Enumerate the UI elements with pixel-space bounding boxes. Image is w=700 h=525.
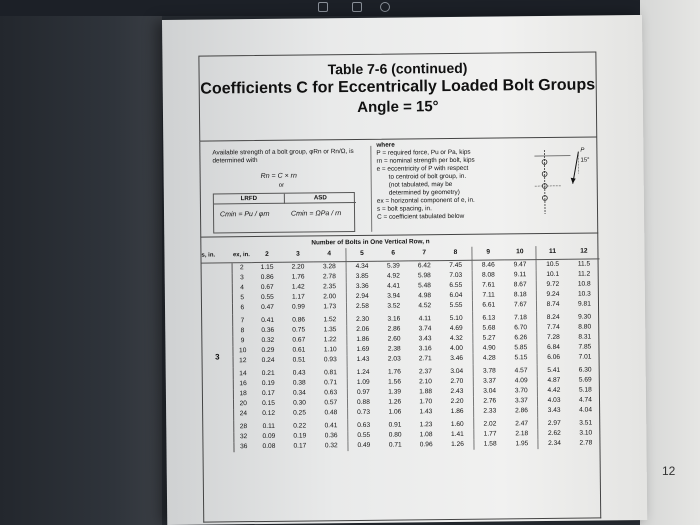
- ex-value: 18: [239, 390, 247, 398]
- coefficient-cell: 1.26: [388, 398, 402, 406]
- coefficient-cell: 5.55: [440, 301, 472, 312]
- coefficient-cell: 1.15: [260, 263, 274, 271]
- table-title: Coefficients C for Eccentrically Loaded Bolt Groups: [200, 76, 596, 98]
- coefficient-cell: 0.49: [357, 441, 371, 449]
- where-line: P = required force, Pu or Pa, kips: [376, 148, 471, 157]
- ex-value: 12: [239, 357, 247, 365]
- coefficient-cell: 0.41: [261, 316, 275, 324]
- coefficient-cell: 5.69: [578, 376, 592, 384]
- coefficient-cell: 2.20: [291, 263, 305, 271]
- coefficient-cell: 1.42: [291, 283, 305, 291]
- coefficient-cell: 1.70: [419, 398, 433, 406]
- coefficient-cell: 11.5: [577, 260, 591, 268]
- coefficient-cell: 9.24: [546, 290, 560, 299]
- page-number: 12: [662, 464, 676, 478]
- info-panel: [199, 137, 598, 237]
- where-line: to centroid of bolt group, in.: [388, 172, 467, 181]
- coefficient-cell: 6.06: [547, 354, 561, 362]
- coefficient-cell: 7.28: [546, 333, 560, 341]
- coefficient-cell: 0.34: [292, 389, 306, 397]
- ex-value: 32: [239, 432, 248, 440]
- coefficient-cell: 4.11: [418, 314, 432, 322]
- coefficient-cell: 0.30: [293, 399, 306, 407]
- coefficient-cell: 0.57: [315, 398, 347, 409]
- coefficient-cell: 0.32: [261, 336, 275, 344]
- ex-value: 8: [240, 326, 245, 334]
- coefficient-cell: 2.70: [441, 376, 473, 387]
- coefficient-cell: 1.10: [314, 345, 346, 356]
- ex-value: 16: [239, 379, 247, 387]
- strength-equation: Rn = C × rn: [260, 172, 297, 180]
- coefficient-cell: 0.73: [357, 409, 371, 417]
- coefficient-cell: 1.95: [506, 439, 538, 450]
- coefficient-cell: 2.10: [419, 377, 432, 386]
- n-header: 8: [440, 247, 472, 260]
- coefficient-cell: 5.41: [547, 366, 561, 374]
- coefficient-cell: 3.37: [506, 396, 538, 407]
- coefficient-cell: 1.22: [314, 335, 346, 346]
- coefficient-cell: 1.88: [419, 388, 433, 396]
- coefficient-cell: 2.58: [355, 303, 369, 311]
- coefficient-cell: 4.34: [355, 262, 369, 270]
- coefficient-cell: 10.5: [546, 260, 560, 268]
- coefficient-cell: 9.81: [577, 300, 591, 308]
- coefficient-cell: 2.94: [355, 292, 369, 301]
- coefficient-cell: 1.58: [483, 440, 497, 448]
- coefficient-cell: 3.43: [418, 335, 432, 343]
- background-shadow: [0, 16, 162, 525]
- coefficient-cell: 0.63: [315, 388, 347, 399]
- coefficient-cell: 0.21: [261, 369, 275, 377]
- ex-value: 9: [240, 337, 245, 345]
- ex-header: ex, in.: [231, 249, 251, 262]
- refresh-icon[interactable]: [380, 2, 390, 12]
- coefficient-cell: 1.43: [356, 356, 370, 364]
- coefficient-cell: 10.1: [546, 270, 560, 278]
- coefficient-cell: 1.73: [314, 302, 346, 313]
- coefficient-cell: 0.36: [315, 431, 347, 442]
- coefficient-cell: 2.62: [547, 429, 561, 437]
- coefficient-cell: 9.47: [504, 259, 536, 270]
- coefficient-cell: 4.69: [440, 323, 472, 334]
- coefficient-cell: 8.46: [481, 261, 495, 269]
- coefficient-cell: 0.75: [292, 326, 306, 334]
- coefficient-cell: 2.00: [314, 292, 346, 303]
- coefficient-cell: 4.00: [441, 344, 473, 355]
- where-line: ex = horizontal component of e, in.: [376, 196, 475, 205]
- asd-label: ASD: [285, 193, 356, 204]
- coefficient-cell: 5.18: [578, 386, 592, 394]
- coefficient-table-area: [200, 233, 601, 522]
- coefficient-cell: 11.2: [577, 270, 591, 278]
- coefficient-cell: 1.60: [441, 417, 473, 430]
- lrfd-label: LRFD: [214, 194, 285, 205]
- table-number: Table 7-6 (continued): [327, 59, 468, 78]
- coefficient-cell: 3.94: [387, 292, 401, 300]
- coefficient-cell: 0.09: [262, 432, 276, 440]
- or-text: or: [278, 182, 285, 189]
- coefficient-cell: 3.74: [418, 324, 432, 333]
- coefficient-cell: 0.71: [388, 441, 402, 449]
- coefficient-cell: 1.41: [442, 430, 474, 441]
- coefficient-cell: 8.74: [546, 301, 560, 309]
- diagram-angle-label: 15°: [580, 157, 590, 164]
- coefficient-cell: 4.92: [386, 272, 400, 280]
- coefficient-cell: 2.86: [387, 325, 401, 333]
- coefficient-cell: 0.38: [292, 379, 306, 387]
- coefficient-cell: 9.30: [578, 313, 592, 321]
- coefficient-cell: 3.43: [547, 407, 561, 415]
- coefficient-cell: 1.56: [388, 378, 402, 386]
- document-page: [162, 15, 647, 525]
- coefficient-cell: 1.77: [483, 430, 497, 438]
- coefficient-cell: 1.43: [419, 408, 433, 416]
- ex-value: 28: [239, 422, 248, 430]
- coefficient-cell: 9.11: [504, 270, 536, 281]
- coefficient-cell: 0.29: [261, 346, 275, 355]
- coefficient-cell: 5.15: [505, 353, 537, 364]
- n-header: 10: [504, 246, 536, 259]
- coefficient-cell: 3.36: [355, 282, 369, 290]
- coefficient-cell: 4.57: [505, 364, 537, 377]
- ex-value: 14: [239, 369, 247, 377]
- coefficient-cell: 5.85: [505, 343, 537, 354]
- coefficient-cell: 1.69: [356, 345, 370, 354]
- coefficient-cell: 0.97: [356, 388, 370, 396]
- coefficient-cell: 0.67: [260, 283, 274, 291]
- coefficient-cell: 3.10: [579, 429, 593, 437]
- coefficient-cell: 0.25: [293, 409, 307, 417]
- coefficient-cell: 2.78: [314, 272, 346, 283]
- coefficient-cell: 0.71: [315, 378, 347, 389]
- viewer-toolbar: [0, 0, 700, 16]
- coefficient-cell: 6.61: [482, 301, 496, 309]
- coefficient-cell: 1.86: [356, 335, 370, 343]
- coefficient-cell: 5.27: [482, 334, 496, 342]
- where-line: (not tabulated, may be: [388, 180, 453, 189]
- ex-value: 5: [240, 294, 245, 302]
- coefficient-cell: 6.70: [505, 323, 537, 334]
- coefficient-cell: 6.04: [440, 291, 472, 302]
- coefficient-cell: 1.52: [314, 313, 346, 326]
- coefficient-cell: 6.55: [440, 281, 472, 292]
- coefficient-cell: 0.61: [292, 346, 306, 354]
- coefficient-cell: 2.78: [579, 439, 593, 447]
- coefficient-cell: 0.36: [261, 326, 275, 334]
- coefficient-cell: 6.26: [505, 333, 537, 344]
- coefficient-cell: 0.19: [261, 379, 275, 387]
- coefficient-cell: 2.35: [314, 282, 346, 293]
- coefficient-cell: 1.26: [442, 440, 474, 451]
- coefficient-cell: 6.30: [578, 366, 592, 374]
- coefficient-cell: 7.11: [482, 291, 495, 299]
- coefficient-cell: 1.76: [291, 273, 305, 281]
- coefficient-cell: 6.13: [482, 314, 496, 322]
- coefficient-cell: 4.04: [579, 406, 593, 414]
- coefficient-cell: 8.08: [481, 271, 495, 279]
- coefficient-cell: 9.72: [546, 280, 560, 288]
- coefficient-cell: 0.15: [262, 399, 275, 408]
- coefficient-cell: 1.08: [419, 430, 433, 439]
- coefficient-cell: 3.52: [387, 302, 401, 310]
- coefficient-cell: 7.61: [482, 281, 495, 289]
- coefficient-cell: 0.88: [356, 398, 370, 407]
- bolt-group-diagram: [530, 143, 595, 228]
- coefficient-cell: 0.47: [261, 304, 274, 312]
- coefficient-cell: 2.71: [418, 355, 432, 363]
- coefficient-cell: 3.16: [387, 315, 401, 323]
- coefficient-cell: 7.03: [440, 270, 472, 281]
- coefficient-cell: 4.09: [505, 376, 537, 387]
- n-header: 9: [472, 246, 504, 259]
- coefficient-cell: 6.42: [417, 261, 431, 269]
- coefficient-cell: 2.34: [548, 439, 561, 447]
- coefficient-cell: 3.16: [418, 345, 432, 353]
- coefficient-cell: 2.37: [418, 367, 432, 375]
- ex-value: 6: [240, 304, 245, 312]
- coefficient-cell: 2.97: [547, 419, 561, 427]
- coefficient-cell: 5.48: [418, 282, 431, 290]
- coefficient-cell: 1.39: [388, 388, 402, 396]
- where-line: rn = nominal strength per bolt, kips: [376, 156, 475, 165]
- n-header: 3: [282, 248, 313, 261]
- coefficient-cell: 8.31: [578, 333, 592, 341]
- coefficient-cell: 0.91: [388, 421, 402, 429]
- coefficient-cell: 1.09: [356, 378, 370, 386]
- where-line: s = bolt spacing, in.: [376, 205, 432, 213]
- coefficient-cell: 3.04: [483, 387, 497, 395]
- coefficient-cell: 4.98: [418, 292, 432, 300]
- coefficient-cell: 4.03: [547, 396, 561, 405]
- coefficient-cell: 7.18: [505, 311, 537, 324]
- coefficient-cell: 10.3: [577, 290, 591, 298]
- coefficient-cell: 2.76: [483, 397, 497, 405]
- coefficient-cell: 2.03: [387, 355, 401, 363]
- coefficient-cell: 2.18: [506, 429, 538, 440]
- coefficient-cell: 0.99: [292, 303, 305, 311]
- coefficient-cell: 2.38: [387, 345, 401, 353]
- coefficient-cell: 2.30: [356, 315, 370, 323]
- coefficient-cell: 5.39: [386, 262, 400, 270]
- where-line: e = eccentricity of P with respect: [376, 164, 469, 173]
- coefficient-cell: 6.84: [547, 343, 560, 352]
- coefficient-cell: 0.41: [315, 419, 347, 432]
- n-header: 4: [313, 248, 345, 261]
- coefficient-cell: 0.12: [262, 410, 276, 418]
- n-header: 12: [568, 245, 599, 258]
- coefficient-cell: 4.74: [578, 396, 592, 404]
- coefficient-cell: 0.32: [315, 441, 347, 452]
- coefficient-cell: 2.20: [441, 397, 473, 408]
- coefficient-cell: 7.45: [440, 260, 472, 271]
- available-strength-text: Available strength of a bolt group, φRn or Rn/Ω, is determined with: [212, 147, 354, 165]
- ex-value: 2: [239, 263, 244, 271]
- coefficient-cell: 1.76: [388, 368, 401, 376]
- coefficient-cell: 1.17: [291, 293, 305, 301]
- coefficient-cell: 4.41: [387, 282, 401, 290]
- coefficient-cell: 2.33: [483, 407, 497, 415]
- n-header: 7: [409, 247, 440, 260]
- ex-value: 4: [240, 284, 244, 292]
- coefficient-cell: 0.55: [357, 431, 371, 439]
- coefficient-cell: 0.08: [262, 442, 276, 450]
- coefficient-cell: 1.24: [356, 368, 370, 376]
- n-header: 6: [378, 247, 409, 260]
- coefficient-cell: 3.51: [579, 419, 593, 427]
- asd-formula: Cmin = ΩPa / rn: [291, 210, 342, 218]
- coefficient-cell: 7.01: [578, 353, 592, 361]
- where-line: C = coefficient tabulated below: [377, 212, 465, 221]
- coefficient-cell: 1.23: [419, 420, 433, 428]
- lrfd-asd-box: [213, 192, 355, 233]
- table-title-box: [198, 51, 597, 141]
- where-definitions: [376, 140, 527, 222]
- coefficient-cell: 0.51: [292, 356, 306, 364]
- coefficient-cell: 2.86: [506, 406, 538, 417]
- coefficient-cell: 3.28: [313, 261, 345, 272]
- coefficient-cell: 0.96: [419, 441, 433, 449]
- coefficient-cell: 5.98: [417, 271, 431, 280]
- coefficient-cell: 8.18: [504, 290, 536, 301]
- coefficient-cell: 4.32: [441, 334, 473, 345]
- coefficient-cell: 0.93: [314, 355, 346, 366]
- coefficient-cell: 7.67: [505, 300, 537, 311]
- coefficient-cell: 8.80: [578, 323, 592, 331]
- coefficient-cell: 3.46: [441, 354, 473, 365]
- coefficient-cell: 0.17: [293, 442, 307, 450]
- coefficient-cell: 0.80: [388, 431, 402, 439]
- coefficient-cell: 2.06: [356, 325, 370, 333]
- lrfd-formula: Cmin = Pu / φrn: [220, 210, 270, 219]
- coefficient-cell: 4.52: [418, 302, 432, 310]
- diagram-p-label: P: [580, 147, 585, 154]
- toolbar-icon-a[interactable]: [318, 2, 328, 12]
- coefficient-cell: 0.43: [292, 369, 306, 377]
- coefficient-table: [201, 245, 601, 452]
- coefficient-cell: 0.63: [357, 421, 371, 429]
- coefficient-cell: 2.43: [441, 387, 473, 398]
- coefficient-cell: 2.02: [483, 420, 497, 428]
- coefficient-cell: 0.48: [315, 408, 347, 419]
- coefficient-cell: 4.42: [547, 386, 561, 394]
- n-header: 2: [251, 249, 282, 262]
- coefficient-cell: 3.78: [482, 367, 496, 375]
- coefficient-cell: 0.55: [260, 293, 274, 302]
- ex-value: 7: [240, 316, 245, 324]
- coefficient-cell: 0.24: [261, 357, 275, 365]
- coefficient-cell: 0.67: [292, 336, 306, 344]
- coefficient-cell: 0.17: [261, 389, 275, 397]
- s-header: s, in.: [201, 249, 231, 262]
- coefficient-cell: 0.86: [260, 273, 274, 281]
- coefficient-cell: 0.11: [262, 422, 275, 430]
- next-page-edge: [640, 0, 700, 525]
- coefficient-cell: 2.60: [387, 335, 401, 343]
- coefficient-cell: 2.47: [506, 417, 538, 430]
- coefficient-cell: 1.35: [314, 325, 346, 336]
- coefficient-cell: 5.10: [440, 311, 472, 324]
- info-divider: [370, 146, 372, 232]
- toolbar-icon-b[interactable]: [352, 2, 362, 12]
- n-header: 5: [346, 248, 378, 261]
- coefficient-cell: 0.86: [292, 316, 306, 324]
- where-label: where: [376, 141, 395, 149]
- table-angle: Angle = 15°: [357, 98, 439, 116]
- coefficient-cell: 0.19: [293, 432, 307, 440]
- coefficient-cell: 4.87: [547, 376, 561, 384]
- s-value: 3: [202, 262, 234, 452]
- bolts-header: Number of Bolts in One Vertical Row, n: [311, 238, 430, 247]
- coefficient-cell: 8.67: [504, 280, 536, 291]
- n-header: 11: [536, 246, 568, 259]
- coefficient-cell: 10.8: [577, 280, 591, 288]
- coefficient-cell: 4.90: [482, 344, 496, 352]
- coefficient-cell: 3.85: [355, 272, 369, 280]
- ex-value: 36: [240, 443, 248, 451]
- coefficient-cell: 7.74: [546, 323, 560, 331]
- coefficient-cell: 7.85: [578, 343, 592, 351]
- ex-value: 3: [240, 273, 244, 281]
- ex-value: 24: [239, 410, 248, 418]
- coefficient-cell: 0.22: [293, 422, 307, 430]
- coefficient-cell: 1.06: [388, 408, 402, 416]
- coefficient-cell: 3.04: [441, 364, 473, 377]
- coefficient-cell: 0.81: [315, 366, 347, 379]
- where-line: determined by geometry): [388, 188, 460, 197]
- coefficient-cell: 4.28: [482, 354, 496, 362]
- ex-value: 20: [239, 400, 247, 408]
- coefficient-cell: 3.70: [505, 386, 537, 397]
- ex-value: 10: [239, 347, 247, 355]
- coefficient-cell: 8.24: [546, 313, 560, 321]
- coefficient-cell: 1.86: [441, 407, 473, 418]
- coefficient-cell: 5.68: [482, 324, 496, 332]
- coefficient-cell: 3.37: [483, 377, 496, 385]
